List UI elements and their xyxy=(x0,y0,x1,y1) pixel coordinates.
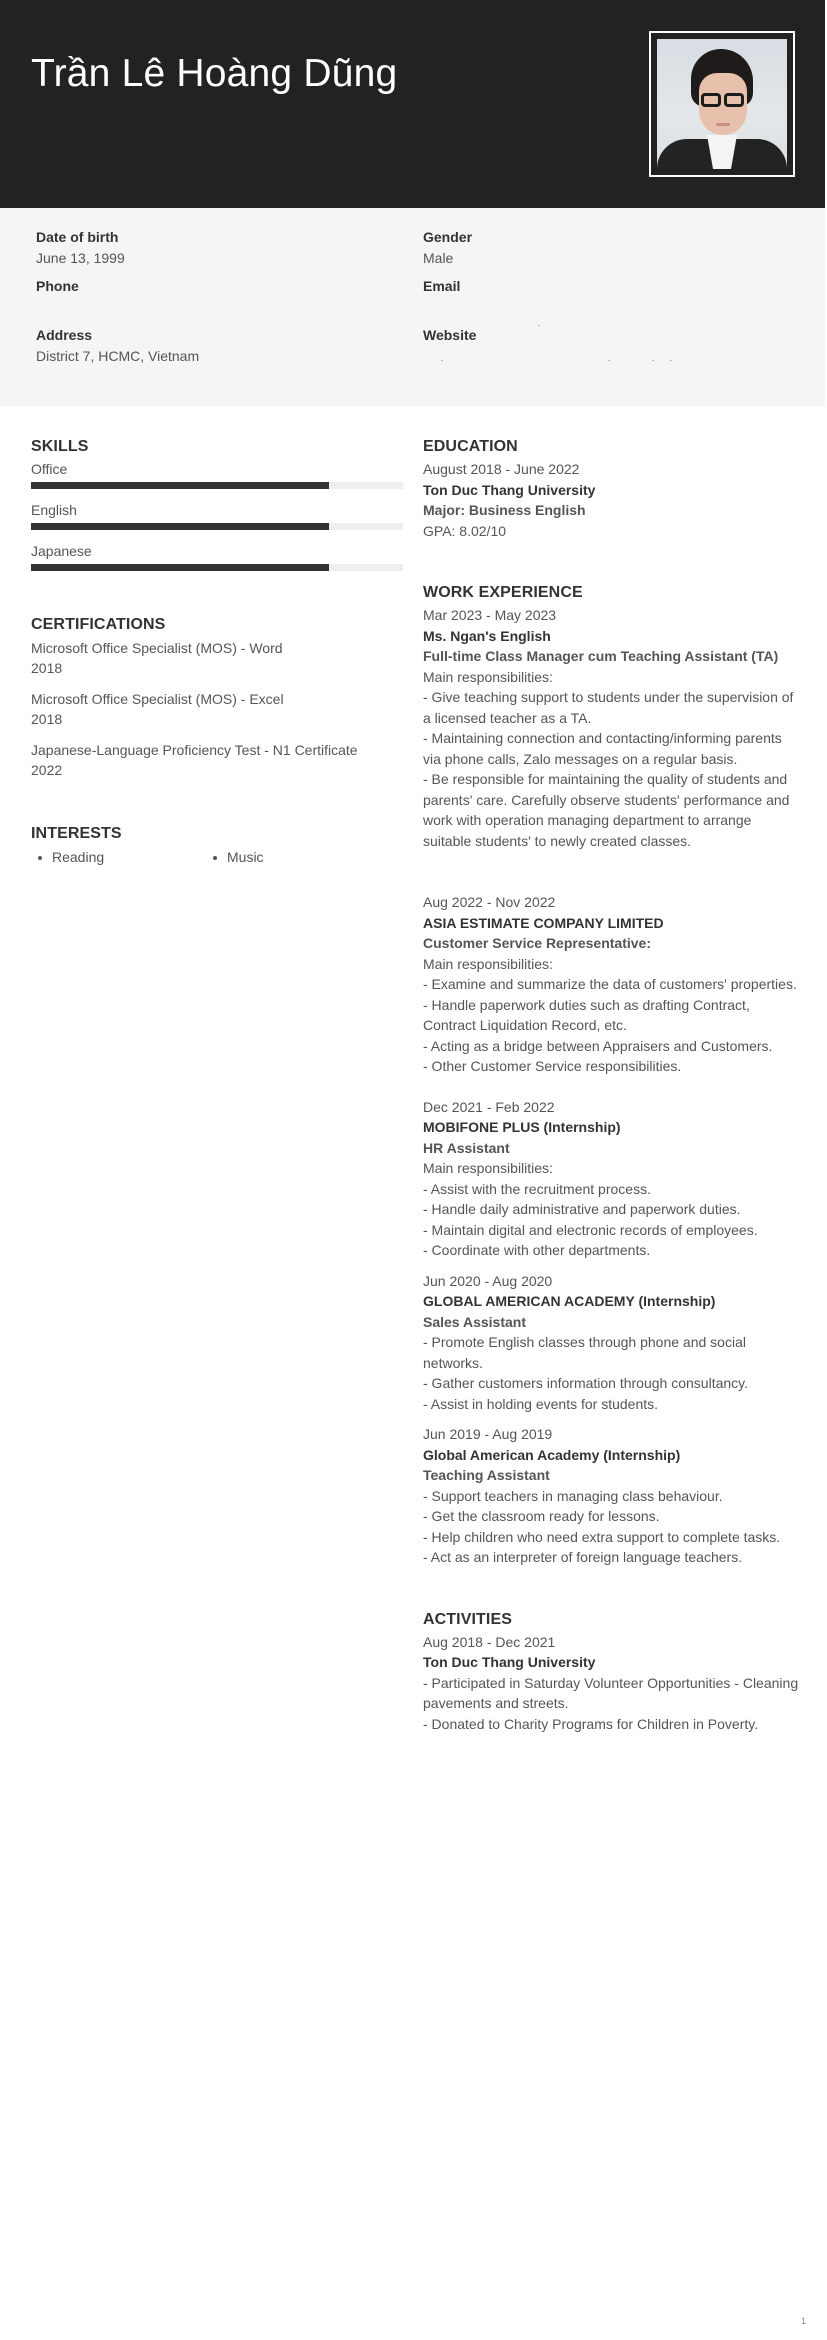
info-value xyxy=(423,346,783,366)
work-detail: - Examine and summarize the data of customers' properties. xyxy=(423,976,797,992)
skill-name: Office xyxy=(31,461,68,477)
work-detail: - Promote English classes through phone and social networks. xyxy=(423,1334,746,1371)
certification-name: Microsoft Office Specialist (MOS) - Excel xyxy=(31,691,284,707)
work-date: Mar 2023 - May 2023 xyxy=(423,607,557,623)
work-detail: - Other Customer Service responsibilities. xyxy=(423,1058,682,1074)
work-role: Customer Service Representative: xyxy=(423,935,651,951)
work-company: GLOBAL AMERICAN ACADEMY (Internship) xyxy=(423,1293,716,1309)
certification-item xyxy=(31,638,404,678)
interest-item: Music xyxy=(206,847,381,867)
skill-item xyxy=(31,541,404,571)
work-entry xyxy=(423,1271,803,1415)
work-company: MOBIFONE PLUS (Internship) xyxy=(423,1119,621,1135)
work-role: HR Assistant xyxy=(423,1139,510,1156)
certification-year: 2018 xyxy=(31,711,63,727)
work-company: ASIA ESTIMATE COMPANY LIMITED xyxy=(423,914,664,931)
section-title: WORK EXPERIENCE xyxy=(423,584,583,601)
profile-photo xyxy=(657,39,787,169)
work-detail: - Gather customers information through consultancy. xyxy=(423,1375,749,1391)
skill-level-fill xyxy=(31,564,329,571)
work-detail: - Help children who need extra support to complete tasks. xyxy=(423,1528,781,1545)
section-title: SKILLS xyxy=(31,438,89,455)
activity-detail: - Participated in Saturday Volunteer Opportunities - Cleaning pavements and streets. xyxy=(423,1674,799,1711)
skill-level-bar xyxy=(31,523,403,530)
info-address xyxy=(36,325,396,366)
work-date: Aug 2022 - Nov 2022 xyxy=(423,894,556,910)
personal-info xyxy=(0,208,825,406)
work-company: Global American Academy (Internship) xyxy=(423,1446,681,1463)
education-date: August 2018 - June 2022 xyxy=(423,461,580,477)
education-section xyxy=(423,436,803,541)
work-date: Dec 2021 - Feb 2022 xyxy=(423,1098,555,1115)
work-entry xyxy=(423,892,803,1077)
skill-level-fill xyxy=(31,523,329,530)
work-company: Ms. Ngan's English xyxy=(423,627,551,644)
info-value xyxy=(36,297,396,317)
work-entry xyxy=(423,1097,803,1261)
work-detail: - Assist with the recruitment process. xyxy=(423,1180,651,1197)
profile-photo-frame xyxy=(649,31,795,177)
certifications-section xyxy=(31,614,404,780)
candidate-name: Trần Lê Hoàng Dũng xyxy=(31,52,398,95)
interest-item: Reading xyxy=(31,847,206,867)
skill-item xyxy=(31,459,404,489)
work-detail: Main responsibilities: xyxy=(423,1160,553,1176)
info-phone xyxy=(36,276,396,317)
skill-item xyxy=(31,500,404,530)
work-detail: Main responsibilities: xyxy=(423,668,553,685)
page-number: 1 xyxy=(801,2316,807,2326)
work-entry xyxy=(423,605,803,851)
left-column xyxy=(31,436,404,867)
info-label: Email xyxy=(423,278,461,294)
work-detail: - Act as an interpreter of foreign language teachers. xyxy=(423,1549,743,1565)
certification-item xyxy=(31,689,404,729)
certification-year: 2022 xyxy=(31,762,63,778)
work-detail: - Support teachers in managing class behaviour. xyxy=(423,1487,723,1504)
section-title: ACTIVITIES xyxy=(423,1610,513,1628)
info-value xyxy=(423,297,783,317)
interests-list xyxy=(31,847,404,867)
skill-name: English xyxy=(31,502,77,518)
activity-detail: - Donated to Charity Programs for Children in Poverty. xyxy=(423,1715,759,1732)
work-detail: - Be responsible for maintaining the quality of students and parents' care. Carefully observe students' performance and work with operation managing department to arrange suitable students' to newly created classes. xyxy=(423,771,790,849)
skills-section xyxy=(31,436,404,571)
info-gender xyxy=(423,227,783,268)
skill-level-bar xyxy=(31,564,403,571)
work-role: Sales Assistant xyxy=(423,1313,526,1330)
info-date-of-birth xyxy=(36,227,396,268)
work-date: Jun 2020 - Aug 2020 xyxy=(423,1272,553,1289)
skill-name: Japanese xyxy=(31,543,92,559)
work-entry xyxy=(423,1424,803,1568)
work-detail: - Maintain digital and electronic records of employees. xyxy=(423,1221,758,1238)
info-label: Phone xyxy=(36,278,79,294)
skill-level-bar xyxy=(31,482,403,489)
section-title: INTERESTS xyxy=(31,825,122,842)
work-detail: - Handle daily administrative and paperwork duties. xyxy=(423,1201,741,1217)
education-gpa: GPA: 8.02/10 xyxy=(423,522,507,539)
activity-org: Ton Duc Thang University xyxy=(423,1654,596,1670)
interests-section xyxy=(31,823,404,867)
info-label: Website xyxy=(423,327,477,343)
info-email xyxy=(423,276,783,317)
work-role: Teaching Assistant xyxy=(423,1467,550,1483)
certification-name: Microsoft Office Specialist (MOS) - Word xyxy=(31,640,283,656)
right-column xyxy=(423,436,803,1734)
work-date: Jun 2019 - Aug 2019 xyxy=(423,1426,553,1442)
work-detail: - Maintaining connection and contacting/informing parents via phone calls, Zalo messages on a regular basis. xyxy=(423,730,782,767)
work-experience-section xyxy=(423,582,803,1568)
work-detail: Main responsibilities: xyxy=(423,955,553,972)
work-detail: - Coordinate with other departments. xyxy=(423,1242,651,1258)
activities-section xyxy=(423,1609,803,1735)
resume-header xyxy=(0,0,825,208)
work-detail: - Give teaching support to students under the supervision of a licensed teacher as a TA. xyxy=(423,689,794,726)
certification-year: 2018 xyxy=(31,660,63,676)
education-major: Major: Business English xyxy=(423,502,586,518)
certification-name: Japanese-Language Proficiency Test - N1 Certificate xyxy=(31,742,358,758)
section-title: EDUCATION xyxy=(423,438,518,455)
work-detail: - Acting as a bridge between Appraisers and Customers. xyxy=(423,1037,773,1054)
work-role: Full-time Class Manager cum Teaching Assistant (TA) xyxy=(423,648,779,664)
info-label: Address xyxy=(36,327,93,343)
info-website xyxy=(423,325,783,366)
certification-item xyxy=(31,740,404,780)
skill-level-fill xyxy=(31,482,329,489)
info-value: Male xyxy=(423,250,454,266)
info-label: Date of birth xyxy=(36,229,119,245)
info-value: June 13, 1999 xyxy=(36,250,125,266)
section-title: CERTIFICATIONS xyxy=(31,616,166,633)
info-value: District 7, HCMC, Vietnam xyxy=(36,348,200,364)
work-detail: - Assist in holding events for students. xyxy=(423,1395,659,1412)
info-label: Gender xyxy=(423,229,473,245)
education-school: Ton Duc Thang University xyxy=(423,481,596,498)
work-detail: - Handle paperwork duties such as drafting Contract, Contract Liquidation Record, etc. xyxy=(423,996,750,1033)
work-detail: - Get the classroom ready for lessons. xyxy=(423,1508,660,1524)
activity-date: Aug 2018 - Dec 2021 xyxy=(423,1633,556,1650)
